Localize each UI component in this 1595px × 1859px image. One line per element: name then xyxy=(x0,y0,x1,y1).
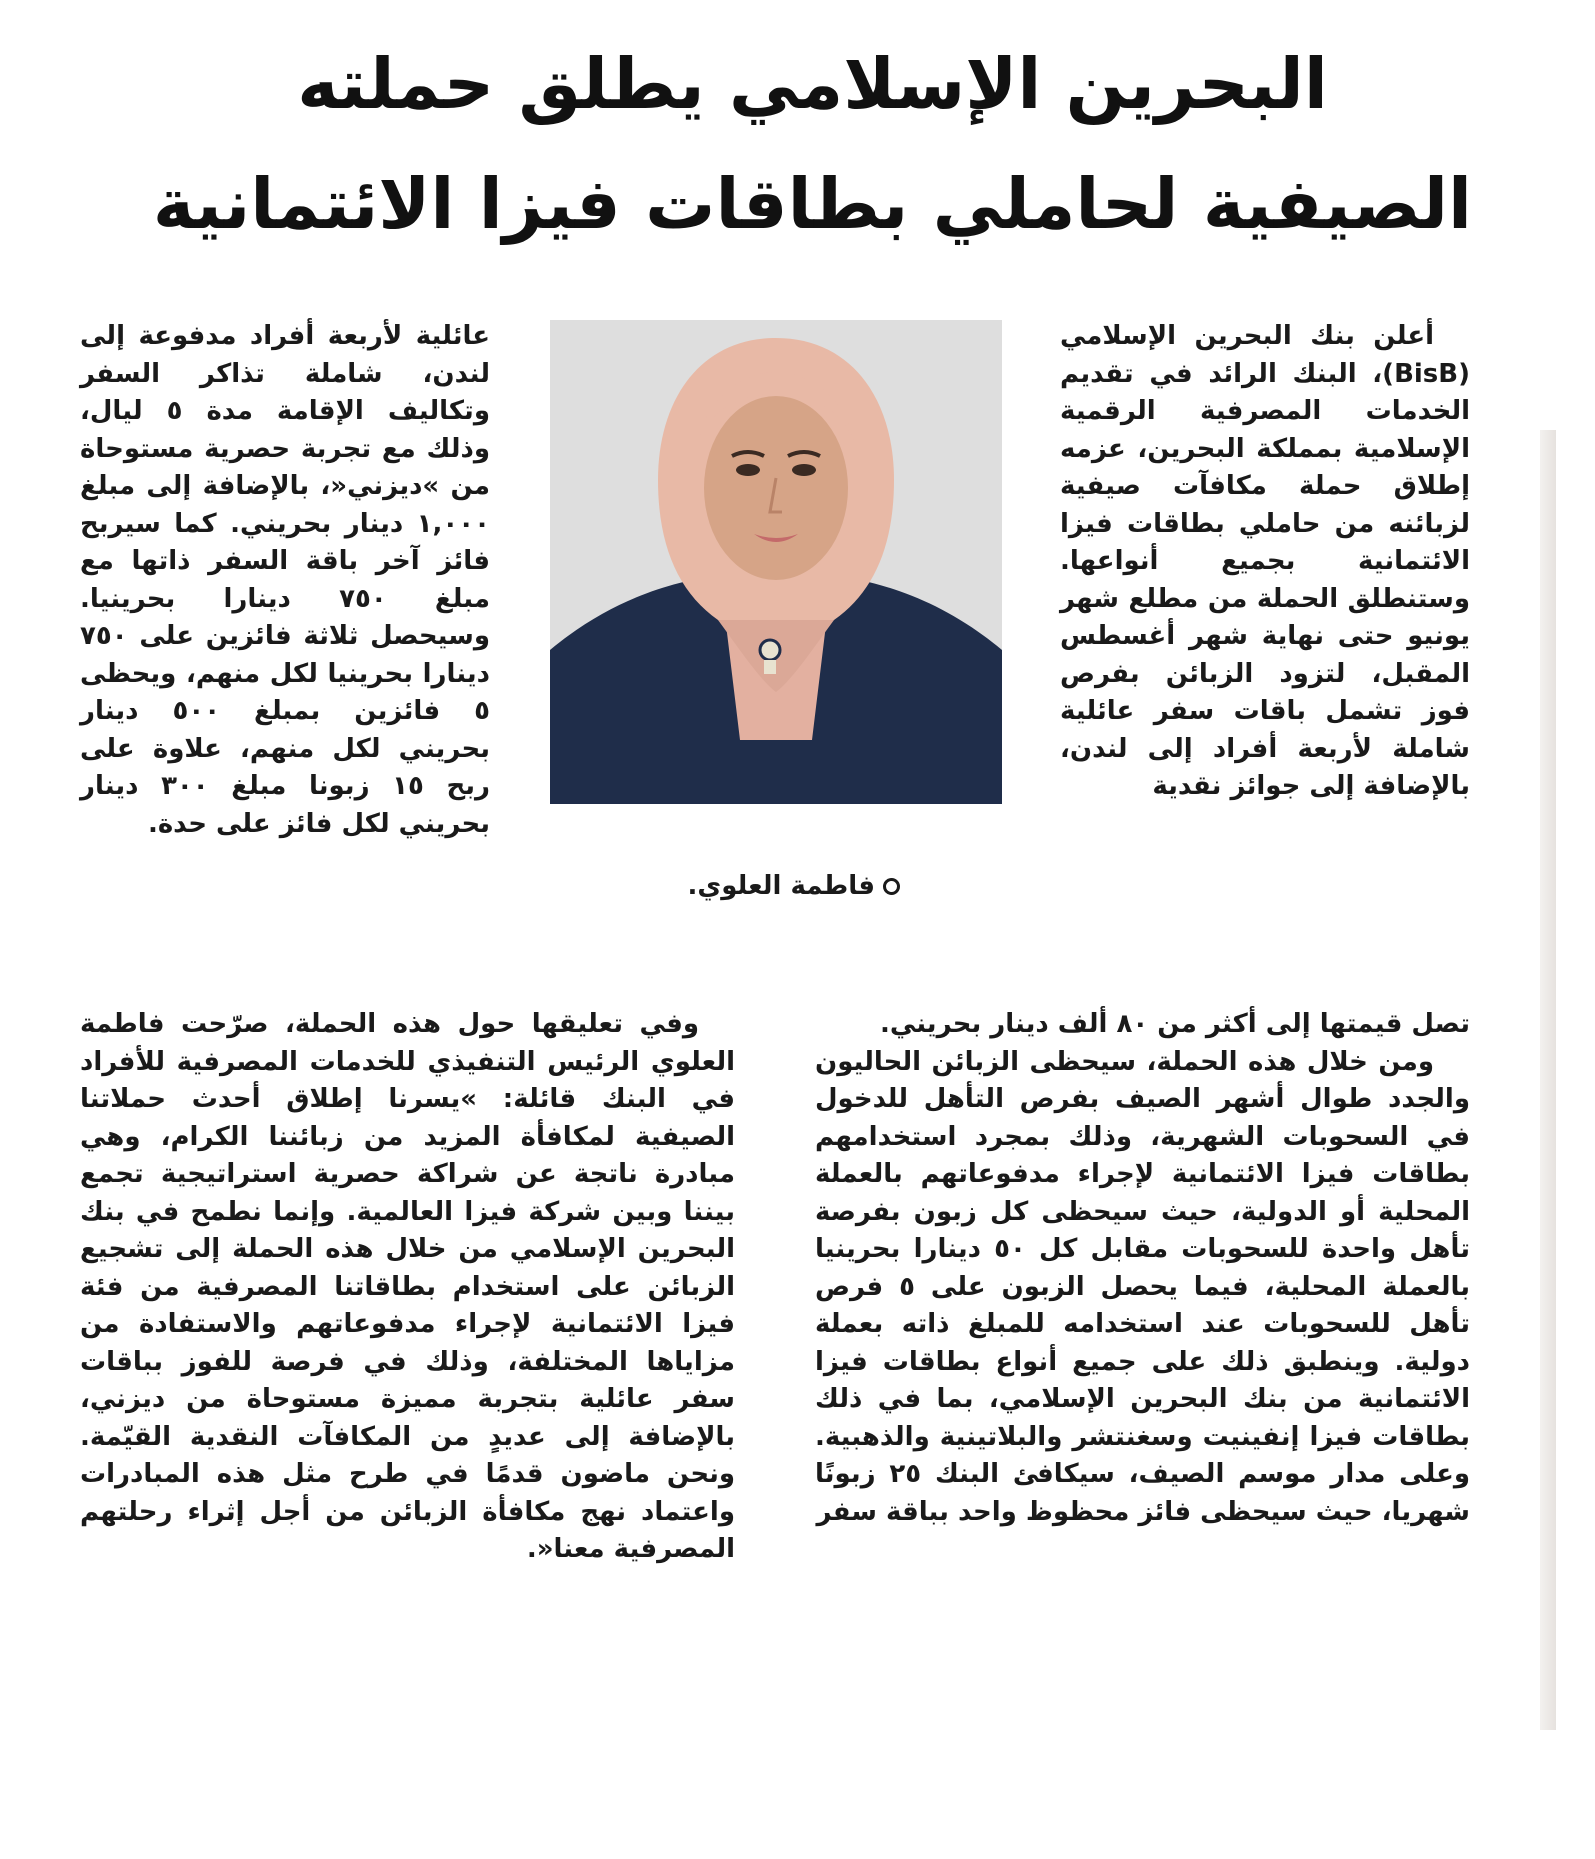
article-paragraph: أعلن بنك البحرين الإسلامي (BisB)، البنك الرائد في تقديم الخدمات المصرفية الرقمية الإسلامية بمملكة البحرين، عزمه إطلاق حملة مكافآت صيفية لزبائنه من حاملي بطاقات فيزا الائتمانية بجميع أنواعها. وستنطلق الحملة من مطلع شهر يونيو حتى نهاية شهر أغسطس المقبل، لتزود الزبائن بفرص فوز تشمل باقات سفر عائلية شاملة لأربعة أفراد إلى لندن، بالإضافة إلى جوائز نقدية xyxy=(1060,321,1470,801)
article-paragraph: تصل قيمتها إلى أكثر من ٨٠ ألف دينار بحريني. xyxy=(880,1009,1470,1039)
caption-circle-icon xyxy=(883,878,900,895)
portrait-photo xyxy=(550,320,1002,804)
article-column-left-top xyxy=(80,318,490,843)
photo-caption-text: فاطمة العلوي. xyxy=(687,871,875,901)
article-paragraph: ومن خلال هذه الحملة، سيحظى الزبائن الحاليون والجدد طوال أشهر الصيف بفرص التأهل للدخول في السحوبات الشهرية، وذلك بمجرد استخدامهم بطاقات فيزا الائتمانية لإجراء مدفوعاتهم بالعملة المحلية أو الدولية، حيث سيحظى كل زبون بفرصة تأهل واحدة للسحوبات مقابل كل ٥٠ دينارا بحرينيا بالعملة المحلية، فيما يحصل الزبون على ٥ فرص تأهل للسحوبات عند استخدامه للمبلغ ذاته بعملة دولية. وينطبق ذلك على جميع أنواع بطاقات فيزا الائتمانية من بنك البحرين الإسلامي، بما في ذلك بطاقات فيزا إنفينيت وسغنتشر والبلاتينية والذهبية. وعلى مدار موسم الصيف، سيكافئ البنك ٢٥ زبونًا شهريا، حيث سيحظى فائز محظوظ واحد بباقة سفر xyxy=(815,1046,1470,1527)
article-column-right-bottom xyxy=(815,1006,1470,1531)
portrait-illustration xyxy=(550,320,1002,804)
photo-caption xyxy=(620,866,900,906)
article-paragraph: عائلية لأربعة أفراد مدفوعة إلى لندن، شاملة تذاكر السفر وتكاليف الإقامة مدة ٥ ليال، وذلك مع تجربة حصرية مستوحاة من »ديزني«، بالإضافة إلى مبلغ ١,٠٠٠ دينار بحريني. كما سيربح فائز آخر باقة السفر ذاتها مع مبلغ ٧٥٠ دينارا بحرينيا. وسيحصل ثلاثة فائزين على ٧٥٠ دينارا بحرينيا لكل منهم، ويحظى ٥ فائزين بمبلغ ٥٠٠ دينار بحريني لكل منهم، علاوة على ربح ١٥ زبونا مبلغ ٣٠٠ دينار بحريني لكل فائز على حدة. xyxy=(80,321,490,839)
article-column-left-bottom xyxy=(80,1006,735,1569)
page-edge-shadow xyxy=(1540,430,1556,1730)
headline-line-1: البحرين الإسلامي يطلق حملته xyxy=(297,43,1328,125)
article-column-right-top xyxy=(1060,318,1470,806)
headline-line-2: الصيفية لحاملي بطاقات فيزا الائتمانية xyxy=(152,163,1473,245)
article-paragraph: وفي تعليقها حول هذه الحملة، صرّحت فاطمة العلوي الرئيس التنفيذي للخدمات المصرفية للأفراد في البنك قائلة: »يسرنا إطلاق أحدث حملاتنا الصيفية لمكافأة المزيد من زبائننا الكرام، وهي مبادرة ناتجة عن شراكة حصرية استراتيجية تجمع بيننا وبين شركة فيزا العالمية. وإنما نطمح في بنك البحرين الإسلامي من خلال هذه الحملة إلى تشجيع الزبائن على استخدام بطاقاتنا المصرفية من فئة فيزا الائتمانية لإجراء مدفوعاتهم والاستفادة من مزاياها المختلفة، وذلك في فرصة للفوز بباقات سفر عائلية بتجربة مميزة مستوحاة من ديزني، بالإضافة إلى عديدٍ من المكافآت النقدية القيّمة. ونحن ماضون قدمًا في طرح مثل هذه المبادرات واعتماد نهج مكافأة الزبائن من أجل إثراء رحلتهم المصرفية معنا«. xyxy=(80,1009,735,1564)
